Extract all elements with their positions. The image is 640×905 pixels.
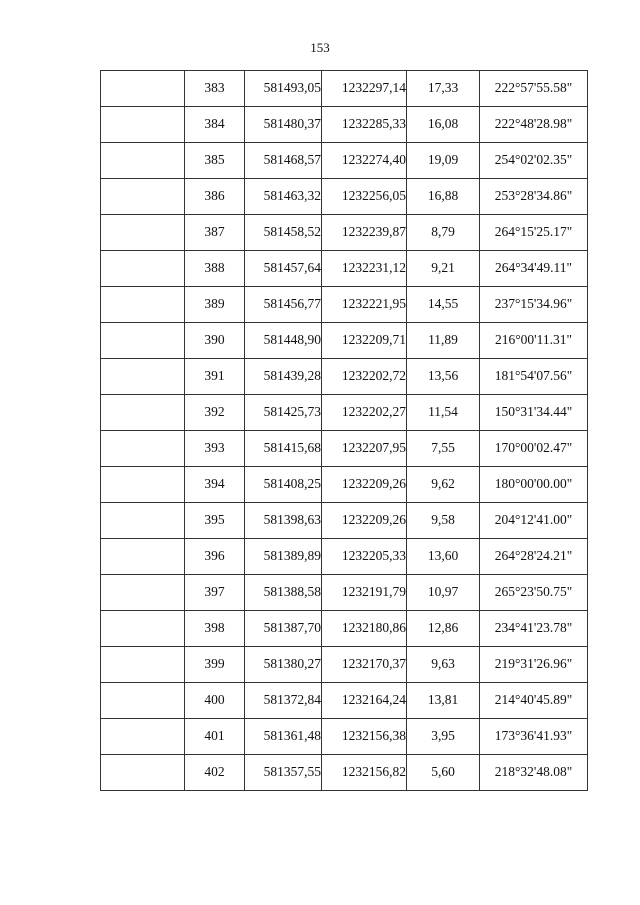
y-coordinate-cell: 1232256,05 <box>322 179 407 215</box>
x-coordinate-cell: 581357,55 <box>245 755 322 791</box>
x-coordinate-cell: 581372,84 <box>245 683 322 719</box>
table-row <box>101 215 588 251</box>
point-number-cell: 383 <box>185 71 245 107</box>
distance-cell: 19,09 <box>407 143 480 179</box>
empty-cell <box>101 395 185 431</box>
angle-cell: 181°54'07.56" <box>480 359 588 395</box>
empty-cell <box>101 431 185 467</box>
x-coordinate-cell: 581387,70 <box>245 611 322 647</box>
empty-cell <box>101 359 185 395</box>
table-row <box>101 179 588 215</box>
distance-cell: 5,60 <box>407 755 480 791</box>
table-row <box>101 71 588 107</box>
distance-cell: 14,55 <box>407 287 480 323</box>
y-coordinate-cell: 1232205,33 <box>322 539 407 575</box>
coordinates-table <box>100 70 588 791</box>
angle-cell: 170°00'02.47" <box>480 431 588 467</box>
x-coordinate-cell: 581425,73 <box>245 395 322 431</box>
empty-cell <box>101 719 185 755</box>
empty-cell <box>101 611 185 647</box>
distance-cell: 11,89 <box>407 323 480 359</box>
x-coordinate-cell: 581380,27 <box>245 647 322 683</box>
y-coordinate-cell: 1232209,71 <box>322 323 407 359</box>
angle-cell: 264°34'49.11" <box>480 251 588 287</box>
y-coordinate-cell: 1232191,79 <box>322 575 407 611</box>
table-row <box>101 287 588 323</box>
table-row <box>101 539 588 575</box>
angle-cell: 254°02'02.35" <box>480 143 588 179</box>
x-coordinate-cell: 581388,58 <box>245 575 322 611</box>
angle-cell: 214°40'45.89" <box>480 683 588 719</box>
point-number-cell: 385 <box>185 143 245 179</box>
point-number-cell: 396 <box>185 539 245 575</box>
point-number-cell: 401 <box>185 719 245 755</box>
x-coordinate-cell: 581408,25 <box>245 467 322 503</box>
x-coordinate-cell: 581448,90 <box>245 323 322 359</box>
distance-cell: 10,97 <box>407 575 480 611</box>
empty-cell <box>101 647 185 683</box>
page-number: 153 <box>310 40 330 55</box>
coordinates-table-body <box>101 71 588 791</box>
y-coordinate-cell: 1232207,95 <box>322 431 407 467</box>
table-row <box>101 503 588 539</box>
empty-cell <box>101 755 185 791</box>
angle-cell: 264°15'25.17" <box>480 215 588 251</box>
distance-cell: 9,63 <box>407 647 480 683</box>
table-row <box>101 467 588 503</box>
point-number-cell: 398 <box>185 611 245 647</box>
empty-cell <box>101 539 185 575</box>
table-row <box>101 395 588 431</box>
empty-cell <box>101 143 185 179</box>
x-coordinate-cell: 581468,57 <box>245 143 322 179</box>
distance-cell: 7,55 <box>407 431 480 467</box>
x-coordinate-cell: 581458,52 <box>245 215 322 251</box>
angle-cell: 180°00'00.00" <box>480 467 588 503</box>
angle-cell: 222°57'55.58" <box>480 71 588 107</box>
distance-cell: 8,79 <box>407 215 480 251</box>
y-coordinate-cell: 1232231,12 <box>322 251 407 287</box>
table-row <box>101 359 588 395</box>
x-coordinate-cell: 581415,68 <box>245 431 322 467</box>
y-coordinate-cell: 1232209,26 <box>322 467 407 503</box>
point-number-cell: 399 <box>185 647 245 683</box>
y-coordinate-cell: 1232285,33 <box>322 107 407 143</box>
table-row <box>101 611 588 647</box>
table-row <box>101 431 588 467</box>
point-number-cell: 389 <box>185 287 245 323</box>
x-coordinate-cell: 581480,37 <box>245 107 322 143</box>
empty-cell <box>101 575 185 611</box>
empty-cell <box>101 179 185 215</box>
angle-cell: 265°23'50.75" <box>480 575 588 611</box>
angle-cell: 173°36'41.93" <box>480 719 588 755</box>
angle-cell: 219°31'26.96" <box>480 647 588 683</box>
point-number-cell: 400 <box>185 683 245 719</box>
point-number-cell: 387 <box>185 215 245 251</box>
distance-cell: 13,60 <box>407 539 480 575</box>
y-coordinate-cell: 1232164,24 <box>322 683 407 719</box>
x-coordinate-cell: 581398,63 <box>245 503 322 539</box>
empty-cell <box>101 287 185 323</box>
y-coordinate-cell: 1232209,26 <box>322 503 407 539</box>
x-coordinate-cell: 581361,48 <box>245 719 322 755</box>
table-row <box>101 647 588 683</box>
table-row <box>101 251 588 287</box>
y-coordinate-cell: 1232156,38 <box>322 719 407 755</box>
empty-cell <box>101 503 185 539</box>
angle-cell: 253°28'34.86" <box>480 179 588 215</box>
point-number-cell: 394 <box>185 467 245 503</box>
angle-cell: 234°41'23.78" <box>480 611 588 647</box>
table-row <box>101 683 588 719</box>
x-coordinate-cell: 581389,89 <box>245 539 322 575</box>
point-number-cell: 386 <box>185 179 245 215</box>
y-coordinate-cell: 1232202,72 <box>322 359 407 395</box>
y-coordinate-cell: 1232274,40 <box>322 143 407 179</box>
distance-cell: 9,21 <box>407 251 480 287</box>
point-number-cell: 384 <box>185 107 245 143</box>
y-coordinate-cell: 1232297,14 <box>322 71 407 107</box>
table-row <box>101 323 588 359</box>
angle-cell: 150°31'34.44" <box>480 395 588 431</box>
point-number-cell: 388 <box>185 251 245 287</box>
distance-cell: 16,08 <box>407 107 480 143</box>
point-number-cell: 391 <box>185 359 245 395</box>
distance-cell: 9,58 <box>407 503 480 539</box>
empty-cell <box>101 71 185 107</box>
empty-cell <box>101 683 185 719</box>
y-coordinate-cell: 1232156,82 <box>322 755 407 791</box>
distance-cell: 3,95 <box>407 719 480 755</box>
distance-cell: 17,33 <box>407 71 480 107</box>
point-number-cell: 402 <box>185 755 245 791</box>
x-coordinate-cell: 581457,64 <box>245 251 322 287</box>
y-coordinate-cell: 1232221,95 <box>322 287 407 323</box>
distance-cell: 11,54 <box>407 395 480 431</box>
y-coordinate-cell: 1232180,86 <box>322 611 407 647</box>
table-row <box>101 755 588 791</box>
distance-cell: 16,88 <box>407 179 480 215</box>
table-row <box>101 107 588 143</box>
x-coordinate-cell: 581439,28 <box>245 359 322 395</box>
table-row <box>101 575 588 611</box>
point-number-cell: 395 <box>185 503 245 539</box>
distance-cell: 13,81 <box>407 683 480 719</box>
table-row <box>101 143 588 179</box>
empty-cell <box>101 323 185 359</box>
angle-cell: 216°00'11.31" <box>480 323 588 359</box>
angle-cell: 204°12'41.00" <box>480 503 588 539</box>
y-coordinate-cell: 1232239,87 <box>322 215 407 251</box>
empty-cell <box>101 107 185 143</box>
point-number-cell: 397 <box>185 575 245 611</box>
point-number-cell: 393 <box>185 431 245 467</box>
point-number-cell: 390 <box>185 323 245 359</box>
x-coordinate-cell: 581493,05 <box>245 71 322 107</box>
x-coordinate-cell: 581463,32 <box>245 179 322 215</box>
table-row <box>101 719 588 755</box>
distance-cell: 12,86 <box>407 611 480 647</box>
y-coordinate-cell: 1232170,37 <box>322 647 407 683</box>
distance-cell: 9,62 <box>407 467 480 503</box>
empty-cell <box>101 467 185 503</box>
angle-cell: 222°48'28.98" <box>480 107 588 143</box>
y-coordinate-cell: 1232202,27 <box>322 395 407 431</box>
distance-cell: 13,56 <box>407 359 480 395</box>
x-coordinate-cell: 581456,77 <box>245 287 322 323</box>
angle-cell: 237°15'34.96" <box>480 287 588 323</box>
point-number-cell: 392 <box>185 395 245 431</box>
angle-cell: 218°32'48.08" <box>480 755 588 791</box>
empty-cell <box>101 251 185 287</box>
empty-cell <box>101 215 185 251</box>
angle-cell: 264°28'24.21" <box>480 539 588 575</box>
